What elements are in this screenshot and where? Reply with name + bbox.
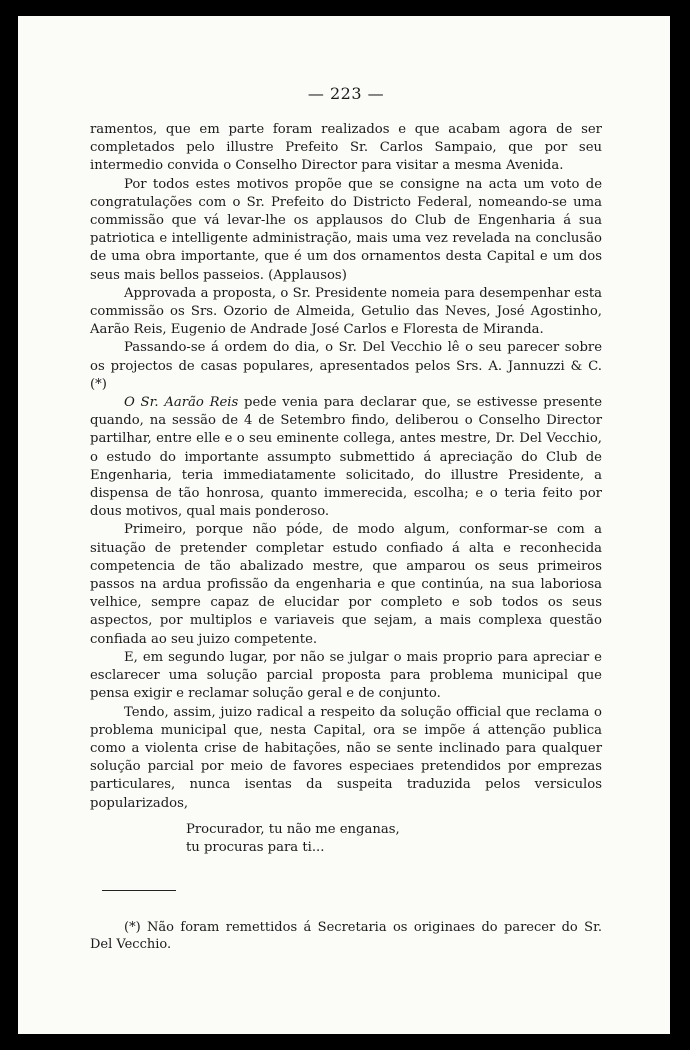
footnote-divider (102, 890, 176, 891)
verse-line: Procurador, tu não me enganas, (186, 821, 400, 837)
paragraph: ramentos, que em parte foram realizados e que acabam agora de ser completados pelo illustre Prefeito Sr. Carlos Sampaio, que por seu intermedio convida o Conselho Director para visitar a mesma Avenida. (90, 122, 602, 174)
paragraph: E, em segundo lugar, por não se julgar o mais proprio para apreciar e esclarecer uma solução parcial proposta para problema municipal que pensa exigir e reclamar solução geral e de conjunto. (90, 649, 602, 702)
verse-quote (186, 821, 602, 858)
page-number: — 223 — (307, 84, 385, 103)
speaker-name: O Sr. Aarão Reis (124, 395, 239, 411)
page-content (90, 84, 602, 954)
paragraph-aarao-reis (90, 394, 602, 521)
verse-line: tu procuras para ti... (186, 840, 325, 856)
document-page (18, 16, 670, 1034)
paragraph: Passando-se á ordem do dia, o Sr. Del Vecchio lê o seu parecer sobre os projectos de casas populares, apresentados pelos Srs. A. Jannuzzi & C. (*) (90, 340, 602, 392)
paragraph: Approvada a proposta, o Sr. Presidente nomeia para desempenhar esta commissão os Srs. Ozorio de Almeida, Getulio das Neves, José Agostinho, Aarão Reis, Eugenio de Andrade José Carlos e Floresta de Miranda. (90, 285, 602, 338)
paragraph: Primeiro, porque não póde, de modo algum, conformar-se com a situação de pretender completar estudo confiado á alta e reconhecida competencia de tão abalizado mestre, que amparou os seus primeiros passos na ardua profissão da engenharia e que continúa, na sua laboriosa velhice, sempre capaz de elucidar por completo e sob todos os seus aspectos, por multiplos e variaveis que sejam, a mais complexa questão confiada ao seu juizo competente. (90, 522, 602, 647)
footnote: (*) Não foram remettidos á Secretaria os originaes do parecer do Sr. Del Vecchio. (90, 919, 602, 953)
paragraph: Tendo, assim, juizo radical a respeito da solução official que reclama o problema municipal que, nesta Capital, ora se impõe á attenção publica como a violenta crise de habitações, não se sente inclinado para qualquer solução parcial por meio de favores especiaes pretendidos por emprezas particulares, nunca isentas da suspeita traduzida pelos versiculos popularizados, (90, 704, 602, 811)
paragraph-text: pede venia para declarar que, se estivesse presente quando, na sessão de 4 de Setembro findo, deliberou o Conselho Director partilhar, entre elle e o seu eminente collega, antes mestre, Dr. Del Vecchio, o estudo do importante assumpto submettido á apreciação do Club de Engenharia, teria immediatamente solicitado, do illustre Presidente, a dispensa de tão honrosa, quanto immerecida, escolha; e o teria feito por dous motivos, qual mais ponderoso. (90, 395, 602, 520)
paragraph: Por todos estes motivos propõe que se consigne na acta um voto de congratulações com o Sr. Prefeito do Districto Federal, nomeando-se uma commissão que vá levar-lhe os applausos do Club de Engenharia á sua patriotica e intelligente administração, mais uma vez revelada na conclusão de uma obra importante, que é um dos ornamentos desta Capital e um dos seus mais bellos passeios. (Applausos) (90, 176, 602, 283)
